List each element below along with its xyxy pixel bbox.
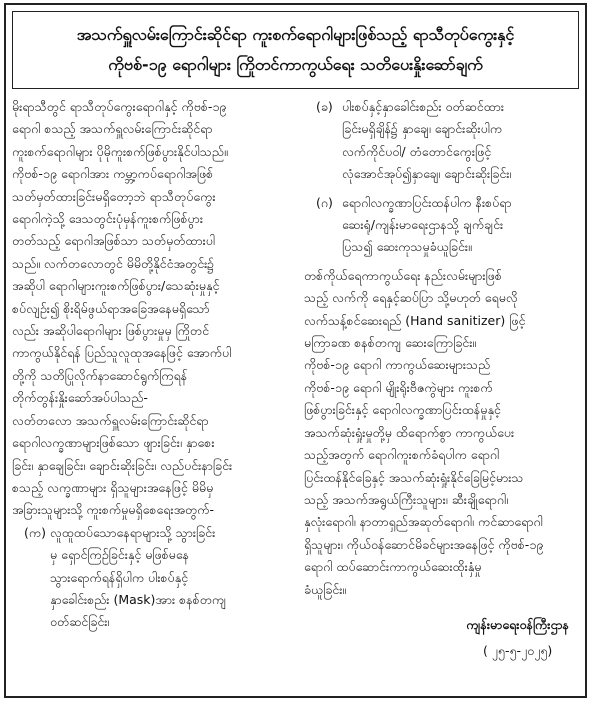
title-line-1: အသက်ရှူလမ်းကြောင်းဆိုင်ရာ ကူးစက်ရောဂါများဖြစ်သည့် ရာသီတုပ်ကွေးနှင့် xyxy=(76,25,515,44)
item-kh-text: ပါးစပ်နှင့်နှာခေါင်းစည်း ဝတ်ဆင်ထား ခြင်းမရှိချိန်၌ နှာချေ၊ ချောင်းဆိုးပါက လက်ကိုင်ပဝါ/ တံတောင်ကွေးဖြင့် လုံအောင်အုပ်၍နှာချေ၊ ချောင်းဆိုးခြင်း၊ xyxy=(342,99,512,182)
title-line-2: ကိုဗစ်-၁၉ ရောဂါများ ကြိုတင်ကာကွယ်ရေး သတိပေးနှိုးဆော်ချက် xyxy=(108,55,483,74)
item-kh-number: (ခ) xyxy=(316,99,333,114)
list-item-k xyxy=(12,522,280,634)
item-g-number: (ဂ) xyxy=(316,194,333,210)
symptoms-paragraph: လတ်တလော အသက်ရှူလမ်းကြောင်းဆိုင်ရာ ရောဂါလက္ခဏာများဖြစ်သော ဖျားခြင်း၊ နှာစေး ခြင်း၊ နှာချေခြင်း၊ ချောင်းဆိုးခြင်း၊ လည်ပင်းနာခြင်း စသည့် လက္ခဏာများ ရှိသူများအနေဖြင့် မိမိမှ အခြားသူများသို့ ကူးစက်မှုမရှိစေရေးအတွက်- xyxy=(12,412,233,518)
intro-paragraph: မိုးရာသီတွင် ရာသီတုပ်ကွေးရောဂါနှင့် ကိုဗစ်-၁၉ ရောဂါ စသည့် အသက်ရှူလမ်းကြောင်းဆိုင်ရာ ကူးစက်ရောဂါများ ပိုမိုကူးစက်ဖြစ်ပွားနိုင်ပါသည်။ ကိုဗစ်-၁၉ ရောဂါအား ကမ္ဘာ့ကပ်ရောဂါအဖြစ် သတ်မှတ်ထားခြင်းမရှိတော့ဘဲ ရာသီတုပ်ကွေး ရောဂါကဲ့သို့ ဒေသတွင်းပုံမှန်ကူးစက်ဖြစ်ပွား တတ်သည့် ရောဂါအဖြစ်သာ သတ်မှတ်ထားပါ သည်။ လက်တလောတွင် မိမိတို့နိုင်ငံအတွင်း၌ အဆိုပါ ရောဂါများကူးစက်ဖြစ်ပွား/သေဆုံးမှုနှင့် စပ်လျဉ်း၍ စိုးရိမ်ဖွယ်ရာအခြေအနေမရှိသော် လည်း အဆိုပါရောဂါများ ဖြစ်ပွားမှုမှ ကြိုတင် ကာကွယ်နိုင်ရန် ပြည်သူလူထုအနေဖြင့် အောက်ပါ တို့ကို သတိပြုလိုက်နာဆောင်ရွက်ကြရန် တိုက်တွန်းနှိုးဆော်အပ်ပါသည်- xyxy=(12,99,232,406)
list-item-g xyxy=(304,192,572,259)
title-box xyxy=(12,11,579,89)
right-column xyxy=(304,96,572,601)
left-column xyxy=(12,96,280,640)
hygiene-paragraph: တစ်ကိုယ်ရေကာကွယ်ရေး နည်းလမ်းများဖြစ် သည့် လက်ကို ရေနှင့်ဆပ်ပြာ သို့မဟုတ် ရေမလို လက်သန့်စင်ဆေးရည် (Hand sanitizer) ဖြင့် မကြာခဏ စနစ်တကျ ဆေးကြောခြင်း။ xyxy=(304,267,526,351)
item-g-text: ရောဂါလက္ခဏာပြင်းထန်ပါက နီးစပ်ရာ ဆေးရုံ/ကျန်းမာရေးဌာနသို့ ချက်ချင်း ပြသ၍ ဆေးကုသမှုခံယူခြင်း။ xyxy=(342,194,512,255)
vaccine-paragraph: ကိုဗစ်-၁၉ ရောဂါ ကာကွယ်ဆေးများသည် ကိုဗစ်-၁၉ ရောဂါ မျိုးရိုးဗီဇကွဲများ ကူးစက် ဖြစ်ပွားခြင်းနှင့် ရောဂါလက္ခဏာပြင်းထန်မှုနှင့် အသက်ဆုံးရှုံးမှုတို့မှ ထိရောက်စွာ ကာကွယ်ပေး သည့်အတွက် ရောဂါကူးစက်ခံရပါက ရောဂါ ပြင်းထန်နိုင်ခြေနှင့် အသက်ဆုံးရှုံးနိုင်ခြေမြင့်မားသ သည့် အသက်အရွယ်ကြီးသူများ၊ ဆီးချိုရောဂါ၊ နှလုံးရောဂါ၊ နာတာရှည်အဆုတ်ရောဂါ၊ ကင်ဆာရောဂါ ရှိသူများ၊ ကိုယ်ဝန်ဆောင်မိခင်များအနေဖြင့် ကိုဗစ်-၁၉ ရောဂါ ထပ်ဆောင်းကာကွယ်ဆေးထိုးနှံမှု ခံယူခြင်း။ xyxy=(304,357,544,597)
item-k-number: (က) xyxy=(24,524,46,540)
list-item-kh xyxy=(304,96,572,186)
item-k-text: လူထူထပ်သောနေရာများသို့ သွားခြင်း မှ ရှောင်ကြဉ်ခြင်းနှင့် မဖြစ်မနေ သွားရောက်ရန်ရှိပါက ပါးစပ်နှင့် နှာခေါင်းစည်း (Mask)အား စနစ်တကျ ဝတ်ဆင်ခြင်း၊ xyxy=(50,524,227,630)
ministry-name: ကျန်းမာရေးဝန်ကြီးဌာန xyxy=(466,617,569,632)
signature-block xyxy=(466,612,569,664)
notice-date: ( ၂၅-၅-၂၀၂၅) xyxy=(482,643,553,658)
